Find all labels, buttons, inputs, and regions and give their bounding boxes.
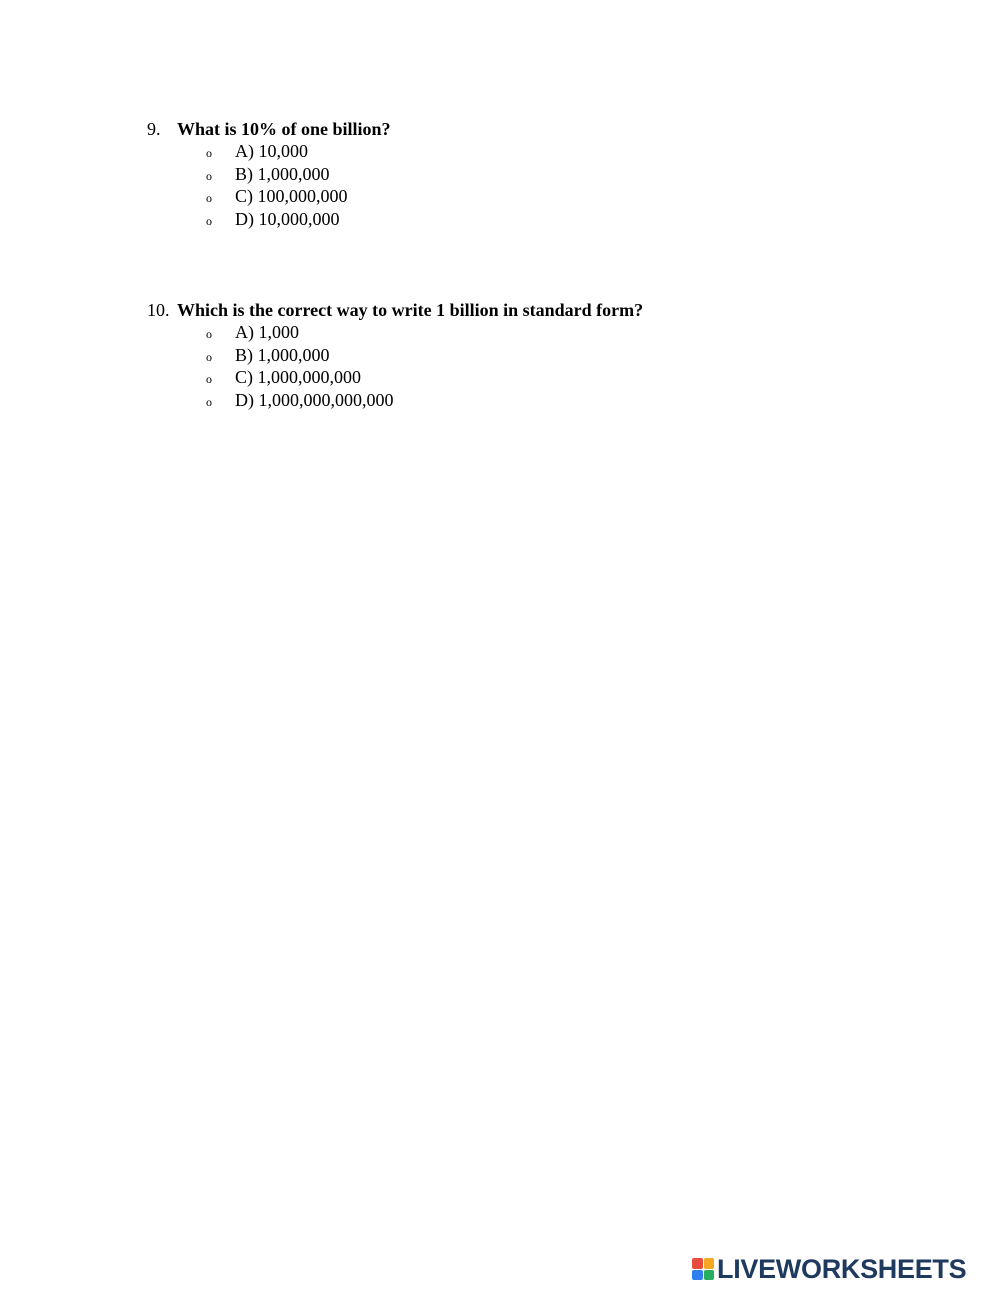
option-label: C) 100,000,000 <box>235 186 348 207</box>
bullet-icon: o <box>206 146 212 160</box>
answer-option-c[interactable] <box>147 185 947 208</box>
bullet-icon: o <box>206 372 212 387</box>
bullet-icon: o <box>206 349 212 364</box>
answer-option-d[interactable] <box>147 208 947 231</box>
answer-option-a[interactable] <box>147 321 947 344</box>
logo-mark-icon <box>692 1258 714 1280</box>
option-label: C) 1,000,000,000 <box>235 367 361 388</box>
question-number: 10. <box>147 300 170 320</box>
logo-mark-square <box>704 1258 715 1269</box>
bullet-icon: o <box>206 191 212 206</box>
bullet-icon: o <box>206 214 212 229</box>
answer-option-b[interactable] <box>147 344 947 367</box>
answer-option-c[interactable] <box>147 366 947 389</box>
answer-options <box>147 140 947 231</box>
option-label: A) 1,000 <box>235 322 299 342</box>
logo-mark-square <box>704 1270 715 1281</box>
logo-mark-square <box>692 1258 703 1269</box>
answer-options <box>147 321 947 412</box>
bullet-icon: o <box>206 327 212 341</box>
question-10 <box>147 299 947 412</box>
option-label: A) 10,000 <box>235 141 308 161</box>
liveworksheets-logo <box>692 1255 966 1283</box>
question-text: Which is the correct way to write 1 billion in standard form? <box>177 300 644 320</box>
question-text: What is 10% of one billion? <box>177 119 391 139</box>
question-9 <box>147 118 947 231</box>
question-heading <box>147 118 947 140</box>
answer-option-d[interactable] <box>147 389 947 412</box>
option-label: D) 1,000,000,000,000 <box>235 390 394 411</box>
logo-mark-square <box>692 1270 703 1281</box>
option-label: B) 1,000,000 <box>235 163 330 184</box>
bullet-icon: o <box>206 395 212 410</box>
question-number: 9. <box>147 119 161 139</box>
question-heading <box>147 299 947 321</box>
logo-text: LIVEWORKSHEETS <box>717 1254 967 1284</box>
bullet-icon: o <box>206 168 212 183</box>
option-label: D) 10,000,000 <box>235 209 340 230</box>
answer-option-a[interactable] <box>147 140 947 163</box>
option-label: B) 1,000,000 <box>235 344 330 365</box>
answer-option-b[interactable] <box>147 163 947 186</box>
